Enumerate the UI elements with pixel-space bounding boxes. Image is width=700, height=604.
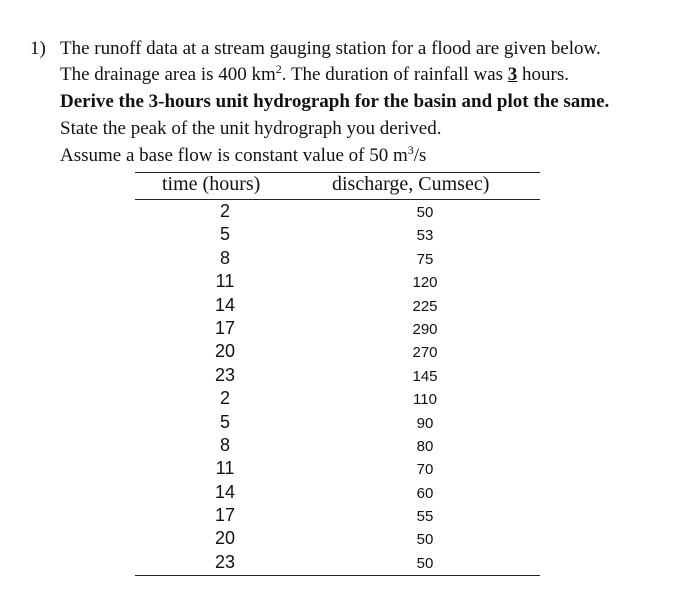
header-discharge: discharge, Cumsec) (332, 173, 490, 195)
area-exponent: 2 (275, 62, 282, 76)
question-line-3-bold: Derive the 3-hours unit hydrograph for the basin and plot the same. (60, 91, 610, 112)
table-row (0, 247, 700, 270)
table-row (0, 527, 700, 550)
table-row (0, 434, 700, 457)
table-row (0, 551, 700, 574)
base-flow-unit-text: /s (413, 145, 427, 166)
time-cell: 14 (214, 294, 236, 315)
table-row (0, 294, 700, 317)
time-cell: 17 (214, 317, 236, 338)
base-flow-text: Assume a base flow is constant value of 50 m (60, 145, 408, 166)
discharge-cell: 50 (416, 204, 434, 221)
question-line-2 (60, 64, 569, 86)
table-row (0, 504, 700, 527)
volume-exponent: 3 (407, 143, 414, 157)
time-cell: 8 (219, 434, 230, 455)
discharge-cell: 270 (412, 344, 438, 362)
discharge-cell: 80 (416, 437, 434, 455)
time-cell: 11 (215, 271, 235, 292)
discharge-cell: 110 (413, 391, 437, 409)
discharge-cell: 70 (416, 461, 434, 479)
table-row (0, 317, 700, 340)
discharge-cell: 120 (412, 274, 438, 292)
discharge-cell: 75 (416, 250, 434, 268)
time-cell: 17 (214, 505, 236, 526)
table-row (0, 411, 700, 434)
table-bottom-rule (135, 575, 540, 576)
header-time: time (hours) (162, 173, 261, 195)
time-cell: 23 (214, 551, 236, 572)
duration-unit-text: hours. (517, 64, 570, 85)
discharge-cell: 145 (412, 367, 438, 385)
table-row (0, 270, 700, 293)
question-line-1: The runoff data at a stream gauging station for a flood are given below. (60, 38, 601, 59)
discharge-cell: 290 (412, 320, 438, 338)
data-table-body (0, 200, 700, 574)
time-cell: 14 (214, 481, 236, 502)
question-number: 1) (30, 38, 46, 59)
drainage-area-text: The drainage area is 400 km (60, 64, 276, 85)
discharge-cell: 55 (416, 508, 434, 526)
table-row (0, 387, 700, 410)
discharge-cell: 50 (416, 531, 434, 549)
question-line-4: State the peak of the unit hydrograph you derived. (60, 118, 442, 139)
table-row (0, 200, 700, 223)
duration-intro-text: . The duration of rainfall was (281, 64, 508, 85)
table-row (0, 364, 700, 387)
table-row (0, 340, 700, 363)
table-row (0, 223, 700, 246)
time-cell: 5 (219, 224, 230, 245)
time-cell: 5 (219, 411, 230, 432)
time-cell: 2 (219, 201, 230, 221)
table-row (0, 457, 700, 480)
time-cell: 20 (214, 341, 236, 362)
time-cell: 20 (214, 528, 236, 549)
discharge-cell: 90 (416, 414, 434, 432)
time-cell: 11 (215, 458, 235, 479)
discharge-cell: 53 (416, 227, 434, 245)
question-line-5 (60, 145, 426, 167)
time-cell: 8 (219, 247, 230, 268)
rainfall-duration-value: 3 (507, 64, 518, 85)
discharge-cell: 60 (416, 484, 434, 502)
table-row (0, 481, 700, 504)
time-cell: 23 (214, 364, 236, 385)
discharge-cell: 225 (412, 297, 438, 315)
time-cell: 2 (219, 388, 230, 409)
discharge-cell: 50 (416, 554, 434, 572)
